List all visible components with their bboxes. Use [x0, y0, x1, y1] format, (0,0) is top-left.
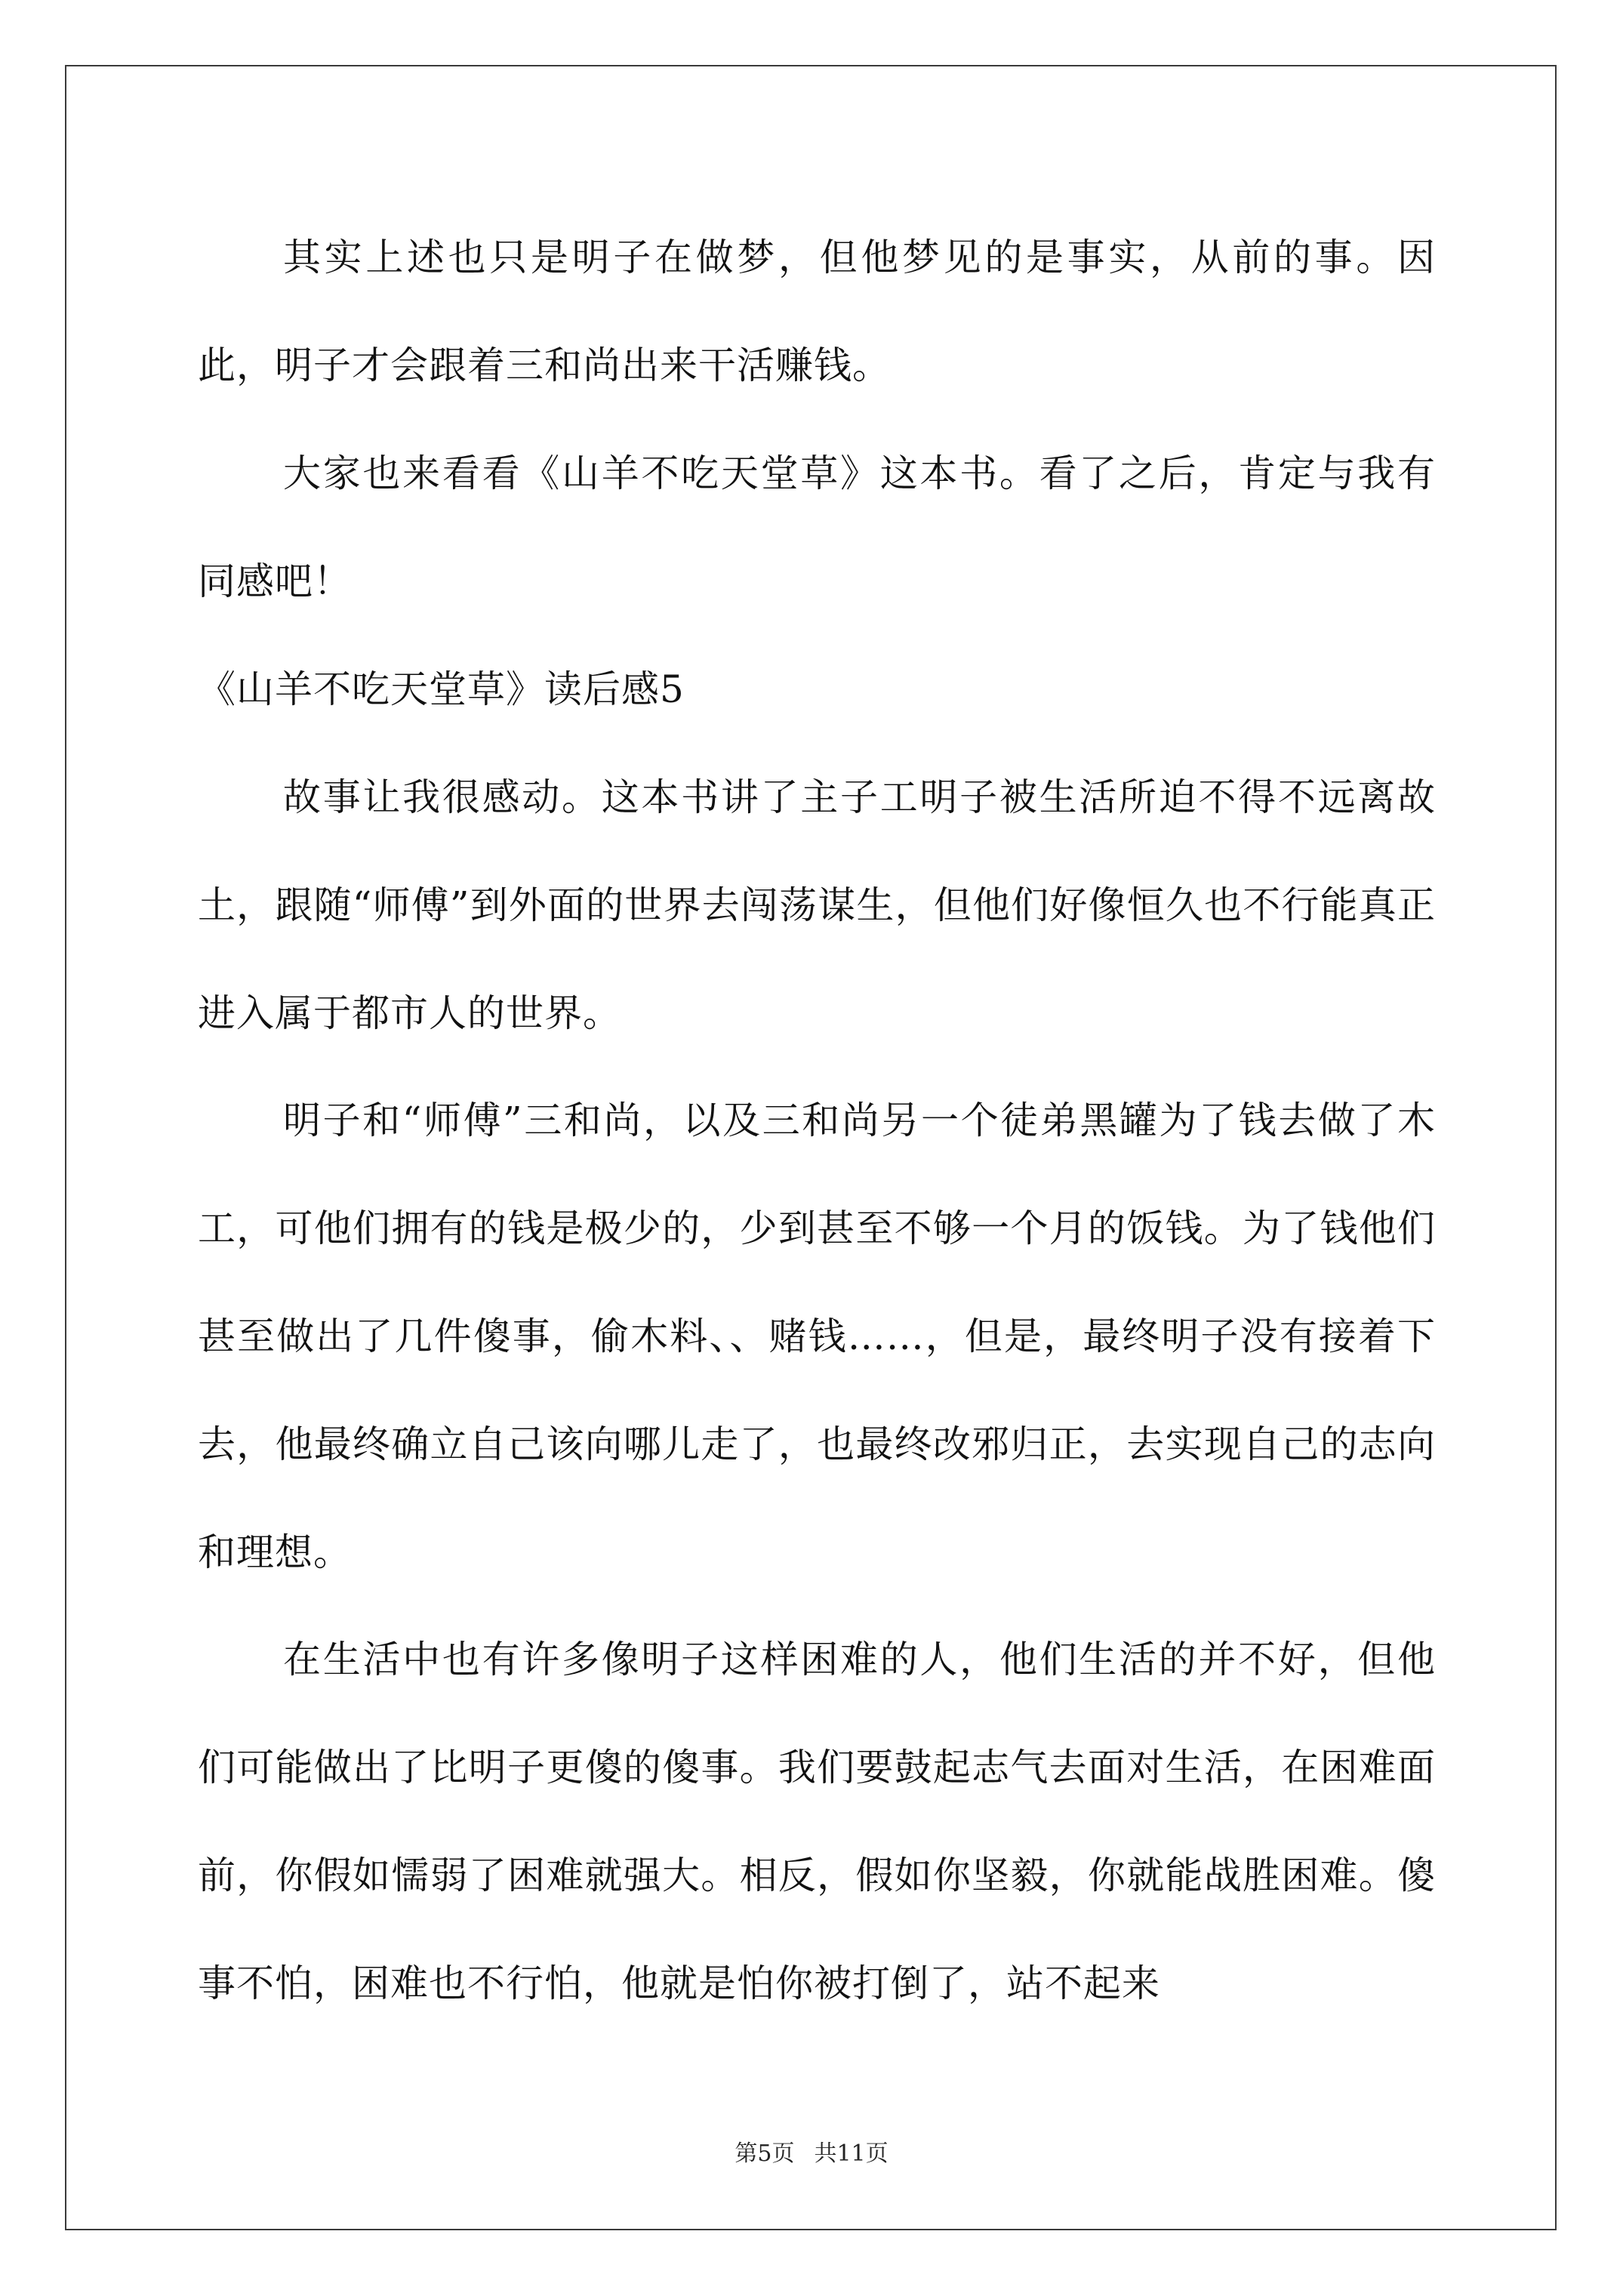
section-heading: 《山羊不吃天堂草》读后感5	[198, 667, 685, 711]
paragraph-2: 大家也来看看《山羊不吃天堂草》这本书。看了之后，肯定与我有同感吧！	[198, 451, 1436, 603]
page-total: 共11页	[814, 2140, 888, 2167]
paragraph-4: 明子和“师傅”三和尚，以及三和尚另一个徒弟黑罐为了钱去做了木工，可他们拥有的钱是极少的，少到甚至不够一个月的饭钱。为了钱他们甚至做出了几件傻事，偷木料、、赌钱……，但是，最终明子没有接着下去，他最终确立自己该向哪儿走了，也最终改邪归正，去实现自己的志向和理想。	[198, 1099, 1436, 1574]
paragraph-1: 其实上述也只是明子在做梦，但他梦见的是事实，从前的事。因此，明子才会跟着三和尚出来干活赚钱。	[198, 236, 1436, 387]
page-number: 第5页	[735, 2140, 795, 2167]
paragraph-5: 在生活中也有许多像明子这样困难的人，他们生活的并不好，但他们可能做出了比明子更傻的傻事。我们要鼓起志气去面对生活，在困难面前，你假如懦弱了困难就强大。相反，假如你坚毅，你就能战胜困难。傻事不怕，困难也不行怕，他就是怕你被打倒了，站不起来	[198, 1638, 1436, 2005]
page-footer	[0, 2139, 1623, 2169]
paragraph-3: 故事让我很感动。这本书讲了主子工明子被生活所迫不得不远离故土，跟随“师傅”到外面的世界去闯荡谋生，但他们好像恒久也不行能真正进入属于都市人的世界。	[198, 775, 1436, 1035]
